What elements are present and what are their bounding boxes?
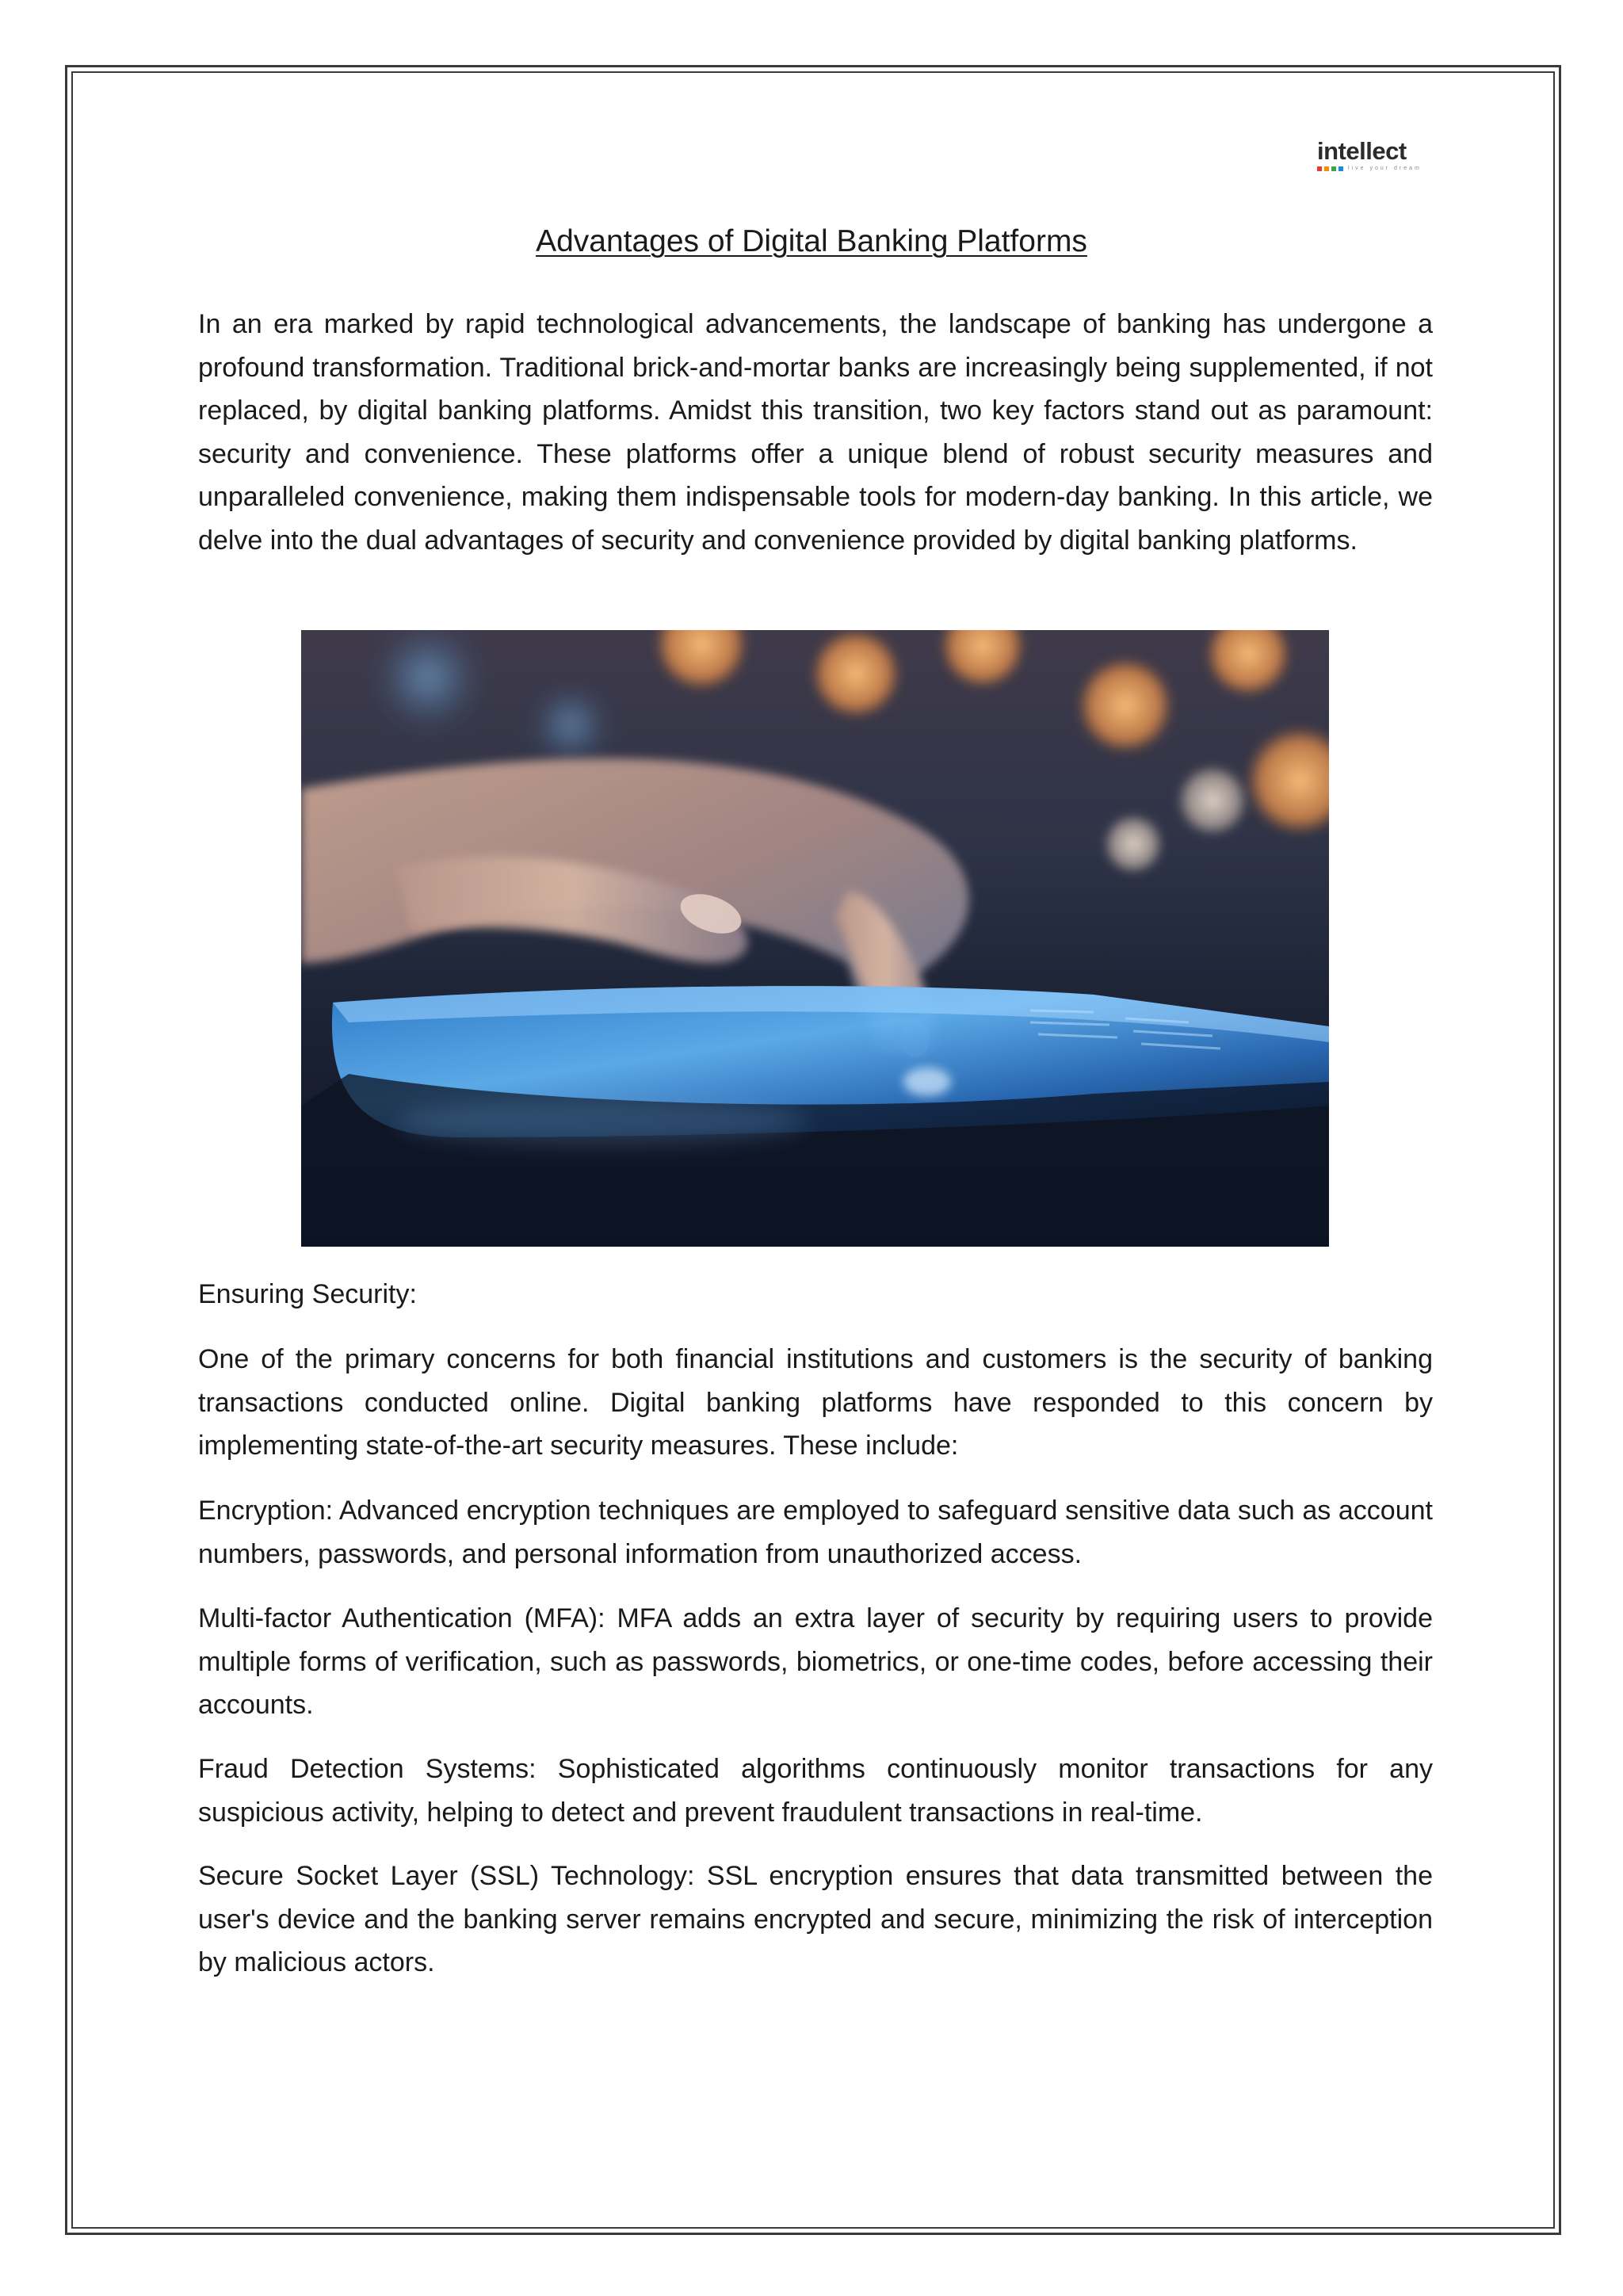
logo-dot-green	[1331, 166, 1336, 171]
logo-wordmark: intellect	[1317, 137, 1407, 165]
mfa-paragraph: Multi-factor Authentication (MFA): MFA adds an extra layer of security by requiring users to provide multiple forms of verification, such as passwords, biometrics, or one-time codes, before accessing their accounts.	[198, 1603, 1433, 1720]
logo-dot-red	[1317, 166, 1322, 171]
section-heading-security: Ensuring Security:	[198, 1279, 417, 1309]
logo-tagline-row	[1317, 166, 1428, 171]
intellect-logo	[1317, 138, 1428, 179]
ssl-paragraph: Secure Socket Layer (SSL) Technology: SSL encryption ensures that data transmitted between the user's device and the banking server remains encrypted and secure, minimizing the risk of interception by malicious actors.	[198, 1861, 1433, 1977]
logo-dot-orange	[1324, 166, 1329, 171]
fraud-detection-paragraph: Fraud Detection Systems: Sophisticated algorithms continuously monitor transactions for any suspicious activity, helping to detect and prevent fraudulent transactions in real-time.	[198, 1754, 1433, 1828]
logo-tagline: live your dream	[1348, 166, 1422, 171]
logo-dot-blue	[1338, 166, 1343, 171]
encryption-paragraph: Encryption: Advanced encryption techniques are employed to safeguard sensitive data such as account numbers, passwords, and personal information from unauthorized access.	[198, 1496, 1433, 1569]
security-intro-paragraph: One of the primary concerns for both financial institutions and customers is the security of banking transactions conducted online. Digital banking platforms have responded to this concern by implementing state-of-the-art security measures. These include:	[198, 1344, 1433, 1461]
document-title: Advantages of Digital Banking Platforms	[536, 224, 1087, 258]
hand-touching-tablet-photo	[301, 630, 1329, 1247]
intro-paragraph: In an era marked by rapid technological advancements, the landscape of banking has undergone a profound transformation. Traditional brick-and-mortar banks are increasingly being supplemented, if not replaced, by digital banking platforms. Amidst this transition, two key factors stand out as paramount: security and convenience. These platforms offer a unique blend of robust security measures and unparalleled convenience, making them indispensable tools for modern-day banking. In this article, we delve into the dual advantages of security and convenience provided by digital banking platforms.	[198, 309, 1433, 556]
